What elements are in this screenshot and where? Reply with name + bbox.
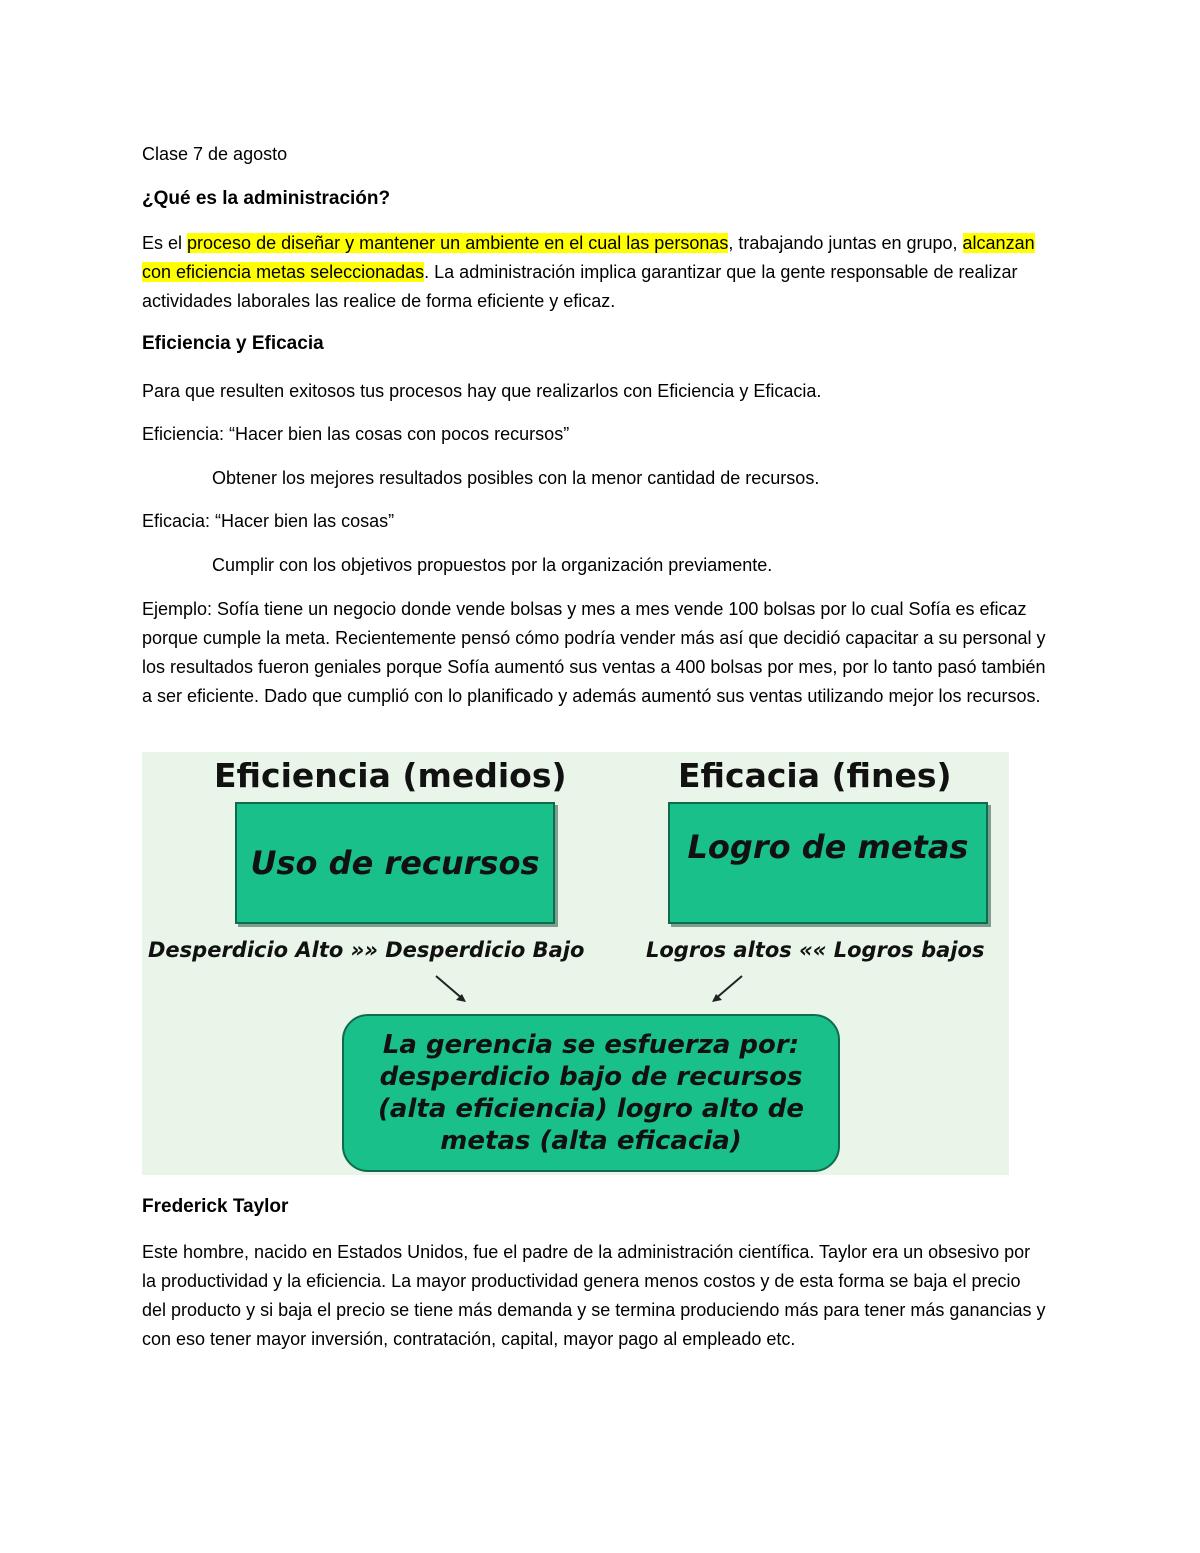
eficacia-definition: Eficacia: “Hacer bien las cosas” (142, 511, 395, 531)
diagram-left-label: Desperdicio Alto »» Desperdicio Bajo (148, 938, 585, 962)
diagram-right-label: Logros altos «« Logros bajos (646, 938, 985, 962)
eficiencia-definition: Eficiencia: “Hacer bien las cosas con pocos recursos” (142, 424, 570, 444)
heading-frederick-taylor: Frederick Taylor (142, 1196, 289, 1217)
definition-paragraph (142, 229, 1047, 316)
diagram-left-title: Eficiencia (medios) (214, 756, 567, 795)
taylor-paragraph: Este hombre, nacido en Estados Unidos, fue el padre de la administración científica. Taylor era un obsesivo por la productividad y la eficiencia. La mayor productividad genera menos costos y de esta forma se baja el precio del producto y si baja el precio se tiene más demanda y se termina produciendo más para tener más ganancias y con eso tener mayor inversión, contratación, capital, mayor pago al empleado etc. (142, 1242, 1046, 1349)
example-paragraph: Ejemplo: Sofía tiene un negocio donde vende bolsas y mes a mes vende 100 bolsas por lo cual Sofía es eficaz porque cumple la meta. Recientemente pensó cómo podría vender más así que decidió capacitar a su personal y los resultados fueron geniales porque Sofía aumentó sus ventas a 400 bolsas por mes, por lo tanto pasó también a ser eficiente. Dado que cumplió con lo planificado y además aumentó sus ventas utilizando mejor los recursos. (142, 599, 1046, 706)
intro-paragraph: Para que resulten exitosos tus procesos hay que realizarlos con Eficiencia y Eficacia. (142, 381, 822, 401)
definition-middle: , trabajando juntas en grupo, (728, 233, 963, 253)
diagram-right-box: Logro de metas (668, 802, 988, 924)
arrow-down-left-icon (706, 972, 746, 1008)
date-line: Clase 7 de agosto (142, 144, 288, 164)
highlight-proceso: proceso de diseñar y mantener un ambiente en el cual las personas (187, 233, 729, 253)
eficiencia-description: Obtener los mejores resultados posibles con la menor cantidad de recursos. (212, 468, 820, 488)
eficacia-description: Cumplir con los objetivos propuestos por la organización previamente. (212, 555, 773, 575)
diagram-bottom-box: La gerencia se esfuerza por: desperdicio bajo de recursos (alta eficiencia) logro alto de metas (alta eficacia) (342, 1014, 840, 1172)
arrow-down-right-icon (432, 972, 472, 1008)
eficiencia-eficacia-diagram (142, 752, 1009, 1175)
diagram-left-box: Uso de recursos (235, 802, 555, 924)
heading-administracion: ¿Qué es la administración? (142, 188, 391, 209)
highlight-metas: alcanzan con eficiencia metas seleccionadas (142, 233, 1035, 282)
definition-end: . La administración implica garantizar que la gente responsable de realizar actividades laborales las realice de forma eficiente y eficaz. (142, 262, 1018, 311)
definition-start: Es el (142, 233, 188, 253)
diagram-right-title: Eficacia (fines) (678, 756, 952, 795)
heading-eficiencia-eficacia: Eficiencia y Eficacia (142, 333, 324, 354)
